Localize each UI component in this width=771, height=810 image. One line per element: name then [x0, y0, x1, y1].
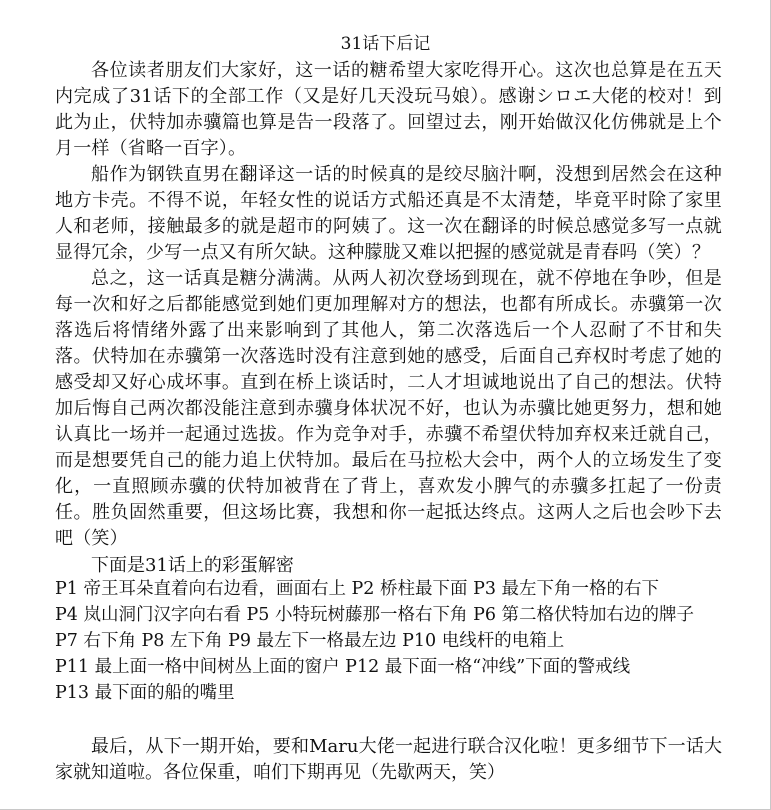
list-item: P11 最上面一格中间树丛上面的窗户 P12 最下面一格“冲线”下面的警戒线: [55, 657, 631, 677]
closing-paragraph: [55, 734, 722, 786]
list-item: P4 岚山洞门汉字向右看 P5 小特玩树藤那一格右下角 P6 第二格伏特加右边的牌子: [55, 605, 695, 625]
paragraph-story-summary: [55, 266, 722, 552]
paragraph-translation-notes: [55, 162, 722, 266]
document-title: 31话下后记: [340, 34, 431, 54]
paragraph-text: 最后，从下一期开始，要和Maru大佬一起进行联合汉化啦！更多细节下一话大家就知道啦。各位保重，咱们下期再见（先歇两天，笑）: [55, 736, 722, 783]
list-item: P13 最下面的船的嘴里: [55, 683, 235, 703]
paragraph-greeting: [55, 58, 722, 162]
list-item: P1 帝王耳朵直着向右边看，画面右上 P2 桥柱最下面 P3 最左下角一格的右下: [55, 579, 660, 599]
easter-egg-list: [55, 576, 735, 706]
easter-egg-heading: 下面是31话上的彩蛋解密: [91, 555, 294, 576]
list-item: P7 右下角 P8 左下角 P9 最左下一格最左边 P10 电线杆的电箱上: [55, 631, 565, 651]
paragraph-text: 总之，这一话真是糖分满满。从两人初次登场到现在，就不停地在争吵，但是每一次和好之后都能感觉到她们更加理解对方的想法，也都有所成长。赤骥第一次落选后将情绪外露了出来影响到了其他人，第二次落选后一个人忍耐了不甘和失落。伏特加在赤骥第一次落选时没有注意到她的感受，后面自己弃权时考虑了她的感受却又好心成坏事。直到在桥上谈话时，二人才坦诚地说出了自己的想法。伏特加后悔自己两次都没能注意到赤骥身体状况不好，也认为赤骥比她更努力，想和她认真比一场并一起通过选拔。作为竞争对手，赤骥不希望伏特加弃权来迁就自己，而是想要凭自己的能力追上伏特加。最后在马拉松大会中，两个人的立场发生了变化，一直照顾赤骥的伏特加被背在了背上，喜欢发小脾气的赤骥多扛起了一份责任。胜负固然重要，但这场比赛，我想和你一起抵达终点。这两人之后也会吵下去吧（笑）: [55, 268, 722, 549]
paragraph-text: 船作为钢铁直男在翻译这一话的时候真的是绞尽脑汁啊，没想到居然会在这种地方卡壳。不得不说，年轻女性的说话方式船还真是不太清楚，毕竟平时除了家里人和老师，接触最多的就是超市的阿姨了。这一次在翻译的时候总感觉多写一点就显得冗余，少写一点又有所欠缺。这种朦胧又难以把握的感觉就是青春吗（笑）？: [55, 164, 722, 263]
paragraph-text: 各位读者朋友们大家好，这一话的糖希望大家吃得开心。这次也总算是在五天内完成了31话下的全部工作（又是好几天没玩马娘）。感谢シロエ大佬的校对！到此为止，伏特加赤骥篇也算是告一段落了。回望过去，刚开始做汉化仿佛就是上个月一样（省略一百字）。: [55, 60, 722, 159]
